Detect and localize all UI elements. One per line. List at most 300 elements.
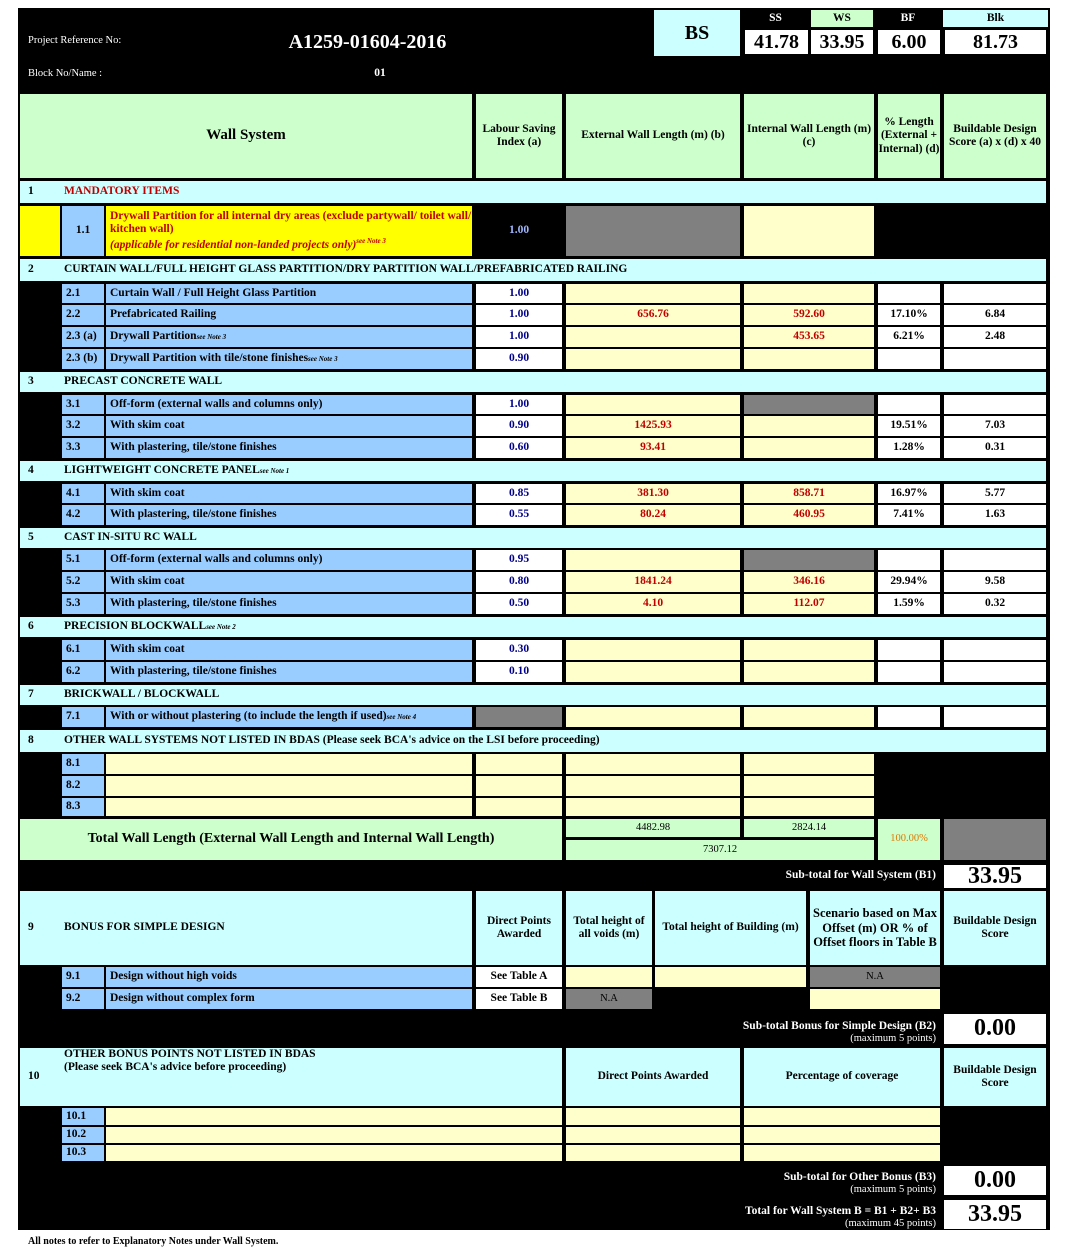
row-lsi bbox=[476, 305, 562, 325]
row-score bbox=[944, 305, 1046, 325]
block-label-text: Block No/Name : bbox=[28, 67, 103, 79]
row-lsi bbox=[476, 640, 562, 660]
row-8-ext[interactable] bbox=[566, 754, 740, 774]
col-coverage bbox=[744, 1048, 940, 1106]
row-lsi-text: 0.60 bbox=[508, 441, 530, 454]
row-ext-length[interactable] bbox=[566, 550, 740, 570]
row-num-text: 5.1 bbox=[66, 553, 81, 566]
row-int-length-text: 453.65 bbox=[793, 330, 825, 343]
section-number bbox=[24, 372, 60, 392]
row-description-text: With plastering, tile/stone finishes bbox=[110, 597, 277, 610]
row-num bbox=[62, 798, 104, 816]
row-num-text: 1.1 bbox=[75, 224, 91, 237]
row-lsi-text: 1.00 bbox=[508, 286, 530, 299]
row-int-length[interactable] bbox=[744, 416, 874, 436]
col-ext-text: External Wall Length (m) (b) bbox=[581, 129, 725, 142]
row-lsi-text: 0.10 bbox=[508, 665, 530, 678]
row-score bbox=[944, 662, 1046, 682]
row-num-text: 4.2 bbox=[66, 508, 81, 521]
b3-label-line1: Sub-total for Other Bonus (B3) bbox=[783, 1170, 936, 1183]
cell bbox=[878, 754, 940, 774]
col-bonus-score bbox=[944, 1048, 1046, 1106]
row-9-1-voids[interactable] bbox=[566, 967, 652, 987]
section-title bbox=[60, 181, 1040, 203]
row-lsi-text: 0.85 bbox=[508, 486, 530, 499]
section-10-title-line1: OTHER BONUS POINTS NOT LISTED IN BDAS bbox=[64, 1048, 316, 1060]
cell bbox=[20, 594, 60, 614]
row-7-1-text-text: With or without plastering (to include the length if used) bbox=[110, 710, 387, 723]
col-direct-points bbox=[566, 1048, 740, 1106]
section-number bbox=[24, 461, 60, 481]
row-pct-text: 16.97% bbox=[890, 486, 928, 499]
block-value-text: 01 bbox=[374, 67, 386, 80]
row-description-text: Curtain Wall / Full Height Glass Partition bbox=[110, 286, 317, 299]
row-10-coverage[interactable] bbox=[744, 1108, 940, 1125]
b1-label-text: Sub-total for Wall System (B1) bbox=[785, 868, 936, 881]
row-8-int[interactable] bbox=[744, 776, 874, 796]
cell bbox=[655, 989, 806, 1009]
row-num-text: 5.2 bbox=[66, 575, 81, 588]
row-num-text: 8.1 bbox=[66, 757, 81, 770]
row-ext-length[interactable] bbox=[566, 349, 740, 369]
block-label bbox=[24, 60, 285, 88]
cell bbox=[476, 60, 940, 88]
section-10-title-line2: (Please seek BCA's advice before proceeding) bbox=[64, 1061, 287, 1074]
cell bbox=[20, 989, 60, 1009]
section-number-text: 6 bbox=[28, 620, 34, 633]
row-score-text: 5.77 bbox=[984, 486, 1006, 499]
row-description bbox=[106, 640, 472, 660]
row-1-1-int[interactable] bbox=[744, 206, 874, 256]
row-1-1-line2 bbox=[110, 237, 386, 252]
b1-value bbox=[944, 865, 1046, 888]
row-num bbox=[62, 550, 104, 570]
project-ref-label-text: Project Reference No: bbox=[28, 34, 122, 46]
section-title-text: MANDATORY ITEMS bbox=[64, 185, 180, 198]
row-lsi-text: 1.00 bbox=[508, 397, 530, 410]
row-pct bbox=[878, 349, 940, 369]
bf-label-text: BF bbox=[900, 11, 916, 24]
row-score bbox=[944, 505, 1046, 525]
row-int-length[interactable] bbox=[744, 505, 874, 525]
row-lsi bbox=[476, 662, 562, 682]
row-ext-length-text: 80.24 bbox=[640, 508, 666, 521]
row-ext-length[interactable] bbox=[566, 305, 740, 325]
row-description-text: With skim coat bbox=[110, 643, 185, 656]
row-lsi bbox=[476, 416, 562, 436]
section-title-text: BRICKWALL / BLOCKWALL bbox=[64, 688, 220, 701]
cell bbox=[20, 484, 60, 503]
b3-value-text: 0.00 bbox=[974, 1166, 1016, 1193]
block-value bbox=[288, 60, 472, 88]
row-pct bbox=[878, 395, 940, 414]
row-score bbox=[944, 284, 1046, 303]
blk-value bbox=[945, 30, 1046, 54]
row-1-1-ext bbox=[566, 206, 740, 256]
row-int-length-text: 858.71 bbox=[793, 486, 825, 499]
row-10-coverage[interactable] bbox=[744, 1127, 940, 1143]
row-ext-length[interactable] bbox=[566, 505, 740, 525]
row-int-length[interactable] bbox=[744, 284, 874, 303]
row-pct-text: 7.41% bbox=[893, 508, 925, 521]
note-ref: see Note 3 bbox=[356, 236, 386, 245]
row-num bbox=[62, 776, 104, 796]
b3-label-line2: (maximum 5 points) bbox=[850, 1183, 936, 1195]
row-8-int[interactable] bbox=[744, 754, 874, 774]
row-8-lsi[interactable] bbox=[476, 776, 562, 796]
row-10-direct[interactable] bbox=[566, 1127, 740, 1143]
row-num-text: 9.1 bbox=[66, 970, 81, 983]
row-num bbox=[62, 989, 104, 1009]
row-ext-length-text: 381.30 bbox=[637, 486, 669, 499]
row-10-description[interactable] bbox=[106, 1108, 562, 1125]
row-num-text: 8.2 bbox=[66, 779, 81, 792]
row-int-length-text: 112.07 bbox=[793, 597, 825, 610]
cell bbox=[944, 1145, 1046, 1161]
row-int-length[interactable] bbox=[744, 349, 874, 369]
project-ref-value bbox=[255, 28, 480, 56]
b2-label-line1: Sub-total Bonus for Simple Design (B2) bbox=[742, 1019, 936, 1032]
total-ext bbox=[566, 819, 740, 837]
section-title bbox=[60, 617, 1040, 637]
ws-value-text: 33.95 bbox=[819, 30, 865, 53]
row-description bbox=[106, 550, 472, 570]
row-score-text: 2.48 bbox=[984, 330, 1006, 343]
note-ref: see Note 4 bbox=[386, 712, 417, 721]
row-10-coverage[interactable] bbox=[744, 1145, 940, 1161]
row-num-text: 2.3 (a) bbox=[66, 330, 97, 343]
section-title bbox=[60, 730, 1040, 752]
row-lsi bbox=[476, 284, 562, 303]
cell bbox=[944, 819, 1046, 860]
cell bbox=[20, 776, 60, 796]
cell bbox=[944, 1127, 1046, 1143]
row-10-direct[interactable] bbox=[566, 1108, 740, 1125]
row-int-length[interactable] bbox=[744, 594, 874, 614]
cell bbox=[944, 989, 1046, 1009]
row-int-length-text: 346.16 bbox=[793, 575, 825, 588]
row-9-1-direct-text: See Table A bbox=[490, 970, 548, 983]
row-ext-length[interactable] bbox=[566, 395, 740, 414]
total-int-text: 2824.14 bbox=[791, 821, 827, 833]
total-label-text: Total Wall Length (External Wall Length and Internal Wall Length) bbox=[87, 831, 495, 847]
row-score bbox=[944, 416, 1046, 436]
col-lsi-text: Labour Saving Index (a) bbox=[482, 122, 556, 148]
cell bbox=[20, 438, 60, 458]
section-title-text: OTHER WALL SYSTEMS NOT LISTED IN BDAS (Please seek BCA's advice on the LSI before proceeding) bbox=[64, 734, 600, 747]
row-description-text: With skim coat bbox=[110, 575, 185, 588]
section-number bbox=[24, 617, 60, 637]
row-int-length bbox=[744, 550, 874, 570]
row-score bbox=[944, 484, 1046, 503]
row-pct bbox=[878, 327, 940, 347]
cell bbox=[20, 305, 60, 325]
row-ext-length-text: 1425.93 bbox=[634, 419, 672, 432]
blk-label bbox=[943, 10, 1048, 27]
total-pct-text: 100.00% bbox=[890, 833, 928, 845]
row-num-text: 8.3 bbox=[66, 800, 81, 813]
col-direct-points-text: Direct Points Awarded bbox=[487, 914, 551, 940]
b1-value-text: 33.95 bbox=[968, 865, 1022, 888]
section-number bbox=[24, 685, 60, 705]
row-8-ext[interactable] bbox=[566, 776, 740, 796]
cell bbox=[944, 1108, 1046, 1125]
row-num bbox=[62, 484, 104, 503]
row-1-1-text bbox=[106, 206, 472, 256]
row-num-text: 7.1 bbox=[66, 710, 81, 723]
row-num bbox=[62, 1127, 104, 1143]
row-8-description[interactable] bbox=[106, 798, 472, 816]
cell bbox=[878, 776, 940, 796]
btotal-label bbox=[20, 1198, 940, 1230]
col-scenario bbox=[810, 891, 940, 965]
section-title-text: CURTAIN WALL/FULL HEIGHT GLASS PARTITION/DRY PARTITION WALL/PREFABRICATED RAILING bbox=[64, 263, 628, 276]
cell bbox=[943, 60, 1046, 88]
row-ext-length[interactable] bbox=[566, 640, 740, 660]
row-7-1-ext[interactable] bbox=[566, 707, 740, 727]
row-ext-length[interactable] bbox=[566, 484, 740, 503]
ws-label-text: WS bbox=[833, 11, 851, 24]
row-num-text: 9.2 bbox=[66, 992, 81, 1005]
row-num-text: 4.1 bbox=[66, 486, 81, 499]
cell bbox=[20, 707, 60, 727]
row-num bbox=[62, 1145, 104, 1161]
row-int-length[interactable] bbox=[744, 484, 874, 503]
b2-label bbox=[20, 1012, 940, 1045]
row-pct-text: 19.51% bbox=[890, 419, 928, 432]
bs-label bbox=[654, 10, 740, 56]
row-ext-length[interactable] bbox=[566, 284, 740, 303]
row-score bbox=[944, 572, 1046, 592]
row-10-direct[interactable] bbox=[566, 1145, 740, 1161]
section-title bbox=[60, 528, 1040, 548]
row-lsi bbox=[476, 550, 562, 570]
row-9-1-text bbox=[106, 967, 472, 987]
row-8-int[interactable] bbox=[744, 798, 874, 816]
row-10-description[interactable] bbox=[106, 1127, 562, 1143]
row-8-description[interactable] bbox=[106, 776, 472, 796]
section-number-text: 9 bbox=[28, 921, 34, 934]
row-8-ext[interactable] bbox=[566, 798, 740, 816]
row-num-text: 5.3 bbox=[66, 597, 81, 610]
row-int-length[interactable] bbox=[744, 640, 874, 660]
project-ref-value-text: A1259-01604-2016 bbox=[288, 30, 447, 53]
cell bbox=[944, 967, 1046, 987]
col-int-text: Internal Wall Length (m) (c) bbox=[746, 122, 872, 148]
row-int-length[interactable] bbox=[744, 305, 874, 325]
col-pct-text: % Length (External + Internal) (d) bbox=[878, 116, 940, 155]
row-score bbox=[944, 327, 1046, 347]
row-score bbox=[944, 550, 1046, 570]
cell bbox=[20, 284, 60, 303]
row-pct bbox=[878, 438, 940, 458]
row-description bbox=[106, 572, 472, 592]
row-7-1-int[interactable] bbox=[744, 707, 874, 727]
row-1-1-line1: Drywall Partition for all internal dry areas (exclude partywall/ toilet wall/ kitchen wall) bbox=[110, 210, 472, 236]
row-pct-text: 17.10% bbox=[890, 308, 928, 321]
col-direct-points-text: Direct Points Awarded bbox=[597, 1070, 709, 1083]
row-num-text: 2.1 bbox=[66, 286, 81, 299]
row-num-text: 6.2 bbox=[66, 665, 81, 678]
row-description-text: With plastering, tile/stone finishes bbox=[110, 665, 277, 678]
ss-value-text: 41.78 bbox=[754, 30, 799, 53]
row-score-text: 9.58 bbox=[984, 575, 1006, 588]
row-lsi-text: 0.55 bbox=[508, 508, 530, 521]
row-ext-length[interactable] bbox=[566, 594, 740, 614]
cell bbox=[476, 707, 562, 727]
row-ext-length-text: 93.41 bbox=[640, 441, 666, 454]
row-lsi-text: 0.80 bbox=[508, 575, 530, 588]
row-7-1-text bbox=[106, 707, 472, 727]
section-title-text: PRECISION BLOCKWALL bbox=[64, 620, 207, 633]
row-ext-length[interactable] bbox=[566, 572, 740, 592]
total-sum-text: 7307.12 bbox=[702, 843, 738, 855]
cell bbox=[878, 798, 940, 816]
row-9-2-voids bbox=[566, 989, 652, 1009]
col-building-height-text: Total height of Building (m) bbox=[662, 921, 799, 934]
row-num bbox=[62, 662, 104, 682]
cell bbox=[20, 395, 60, 414]
row-description-text: Prefabricated Railing bbox=[110, 308, 217, 321]
cell bbox=[20, 1127, 60, 1143]
row-description bbox=[106, 284, 472, 303]
btotal-label-line1: Total for Wall System B = B1 + B2+ B3 bbox=[744, 1204, 936, 1217]
section-number-text: 4 bbox=[28, 464, 34, 477]
row-num bbox=[62, 349, 104, 369]
section-title bbox=[60, 372, 1040, 392]
col-scenario-text: Scenario based on Max Offset (m) OR % of Offset floors in Table B bbox=[813, 906, 937, 950]
row-description bbox=[106, 305, 472, 325]
row-description-text: Drywall Partition bbox=[110, 330, 197, 343]
row-pct-text: 1.28% bbox=[893, 441, 925, 454]
row-num bbox=[62, 594, 104, 614]
bf-value-text: 6.00 bbox=[891, 30, 927, 53]
row-num bbox=[62, 967, 104, 987]
row-score-text: 6.84 bbox=[984, 308, 1006, 321]
b3-label bbox=[20, 1164, 940, 1196]
row-num-text: 6.1 bbox=[66, 643, 81, 656]
col-wall-system-text: Wall System bbox=[206, 127, 286, 144]
blk-value-text: 81.73 bbox=[973, 30, 1018, 53]
row-num bbox=[62, 305, 104, 325]
row-num-text: 3.1 bbox=[66, 397, 81, 410]
ws-value bbox=[811, 30, 873, 54]
row-num-text: 10.2 bbox=[66, 1128, 87, 1141]
row-lsi-text: 0.90 bbox=[508, 352, 530, 365]
cell bbox=[20, 754, 60, 774]
btotal-value bbox=[944, 1200, 1046, 1229]
row-ext-length[interactable] bbox=[566, 327, 740, 347]
row-9-2-scenario[interactable] bbox=[810, 989, 940, 1009]
note-ref: see Note 1 bbox=[259, 466, 290, 475]
row-num-text: 10.3 bbox=[66, 1146, 87, 1159]
cell bbox=[20, 550, 60, 570]
row-int-length[interactable] bbox=[744, 327, 874, 347]
total-int bbox=[744, 819, 874, 837]
row-ext-length[interactable] bbox=[566, 416, 740, 436]
row-8-lsi[interactable] bbox=[476, 798, 562, 816]
row-int-length[interactable] bbox=[744, 662, 874, 682]
row-num-text: 3.3 bbox=[66, 441, 81, 454]
row-8-lsi[interactable] bbox=[476, 754, 562, 774]
row-description-text: Drywall Partition with tile/stone finishes bbox=[110, 352, 309, 365]
col-pct bbox=[878, 94, 940, 178]
total-pct bbox=[878, 819, 940, 860]
cell bbox=[20, 662, 60, 682]
col-bonus-score-text: Buildable Design Score bbox=[953, 914, 1037, 940]
row-int-length[interactable] bbox=[744, 572, 874, 592]
row-score bbox=[944, 640, 1046, 660]
ss-value bbox=[745, 30, 808, 54]
row-lsi-text: 1.00 bbox=[508, 330, 530, 343]
row-pct bbox=[878, 594, 940, 614]
row-num bbox=[62, 416, 104, 436]
row-description bbox=[106, 395, 472, 414]
total-ext-text: 4482.98 bbox=[635, 821, 671, 833]
row-1-1-lsi-text: 1.00 bbox=[508, 224, 530, 237]
row-description bbox=[106, 438, 472, 458]
row-9-1-bldg[interactable] bbox=[655, 967, 806, 987]
row-ext-length[interactable] bbox=[566, 438, 740, 458]
row-ext-length[interactable] bbox=[566, 662, 740, 682]
row-description-text: With skim coat bbox=[110, 486, 185, 499]
cell bbox=[20, 640, 60, 660]
row-description bbox=[106, 416, 472, 436]
cell bbox=[20, 967, 60, 987]
note-ref: see Note 3 bbox=[196, 332, 227, 341]
row-num bbox=[62, 438, 104, 458]
row-9-1-text-text: Design without high voids bbox=[110, 970, 237, 983]
row-score bbox=[944, 395, 1046, 414]
row-description-text: With skim coat bbox=[110, 419, 185, 432]
b2-label-line2: (maximum 5 points) bbox=[850, 1032, 936, 1044]
row-description bbox=[106, 662, 472, 682]
row-lsi-text: 0.95 bbox=[508, 553, 530, 566]
ss-label bbox=[743, 10, 808, 27]
row-num bbox=[62, 327, 104, 347]
row-8-description[interactable] bbox=[106, 754, 472, 774]
row-9-2-text-text: Design without complex form bbox=[110, 992, 255, 1005]
row-description-text: Off-form (external walls and columns only) bbox=[110, 397, 323, 410]
section-number-text: 2 bbox=[28, 263, 34, 276]
row-num bbox=[62, 572, 104, 592]
section-number-text: 7 bbox=[28, 688, 34, 701]
cell bbox=[20, 327, 60, 347]
cell bbox=[20, 572, 60, 592]
bf-value bbox=[878, 30, 940, 54]
row-10-description[interactable] bbox=[106, 1145, 562, 1161]
footnote: All notes to refer to Explanatory Notes under Wall System. bbox=[28, 1236, 279, 1247]
section-number-text: 1 bbox=[28, 185, 34, 198]
section-title-text: BONUS FOR SIMPLE DESIGN bbox=[64, 921, 225, 934]
row-1-1-applic: (applicable for residential non-landed projects only) bbox=[110, 238, 357, 251]
ss-label-text: SS bbox=[769, 11, 782, 24]
note-ref: see Note 3 bbox=[308, 354, 338, 363]
cell bbox=[20, 1108, 60, 1125]
col-bonus-score bbox=[944, 891, 1046, 965]
row-ext-length-text: 656.76 bbox=[637, 308, 669, 321]
row-description-text: Off-form (external walls and columns only) bbox=[110, 553, 323, 566]
bs-label-text: BS bbox=[684, 21, 710, 44]
row-lsi-text: 1.00 bbox=[508, 308, 530, 321]
section-title bbox=[60, 685, 1040, 705]
row-lsi bbox=[476, 395, 562, 414]
col-bonus-score-text: Buildable Design Score bbox=[953, 1063, 1037, 1089]
row-int-length[interactable] bbox=[744, 438, 874, 458]
row-pct-text: 6.21% bbox=[893, 330, 925, 343]
row-pct bbox=[878, 572, 940, 592]
row-9-1-scenario bbox=[810, 967, 940, 987]
